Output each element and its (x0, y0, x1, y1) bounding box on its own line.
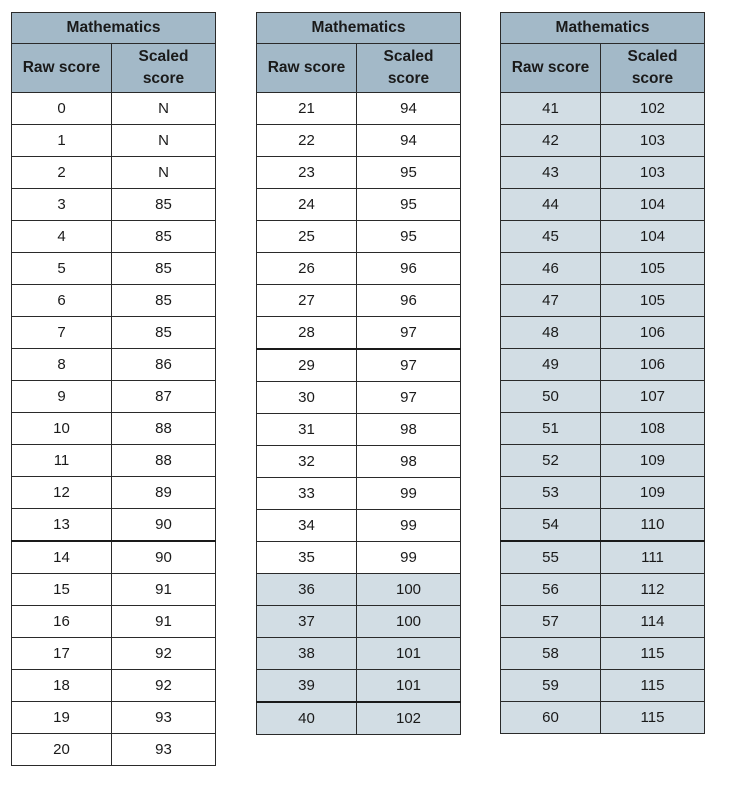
table-row (12, 125, 216, 157)
table-row (501, 606, 705, 638)
table-row (12, 574, 216, 606)
scaled-score-cell: 95 (357, 189, 461, 221)
table-row (257, 317, 461, 350)
table-row (501, 93, 705, 125)
scaled-score-cell: 85 (112, 317, 216, 349)
table-row (257, 93, 461, 125)
scaled-score-cell: 100 (357, 574, 461, 606)
table-row (257, 478, 461, 510)
table-row (257, 125, 461, 157)
table-row (501, 189, 705, 221)
table-row (501, 253, 705, 285)
scaled-score-cell: N (112, 93, 216, 125)
raw-score-cell: 31 (257, 414, 357, 446)
raw-score-cell: 29 (257, 349, 357, 382)
raw-score-cell: 11 (12, 445, 112, 477)
table-row (12, 734, 216, 766)
scaled-score-cell: 93 (112, 702, 216, 734)
table-row (12, 93, 216, 125)
scaled-score-cell: N (112, 157, 216, 189)
table-row (257, 510, 461, 542)
raw-score-cell: 14 (12, 541, 112, 574)
scaled-score-cell: 99 (357, 542, 461, 574)
scaled-score-cell: 89 (112, 477, 216, 509)
scaled-score-cell: 105 (601, 253, 705, 285)
scaled-score-cell: 85 (112, 253, 216, 285)
raw-score-cell: 54 (501, 509, 601, 542)
raw-score-cell: 23 (257, 157, 357, 189)
scaled-score-cell: 109 (601, 445, 705, 477)
table-row (257, 446, 461, 478)
scaled-score-header-line1: Scaled (383, 48, 434, 65)
raw-score-header: Raw score (12, 44, 112, 93)
scaled-score-cell: 91 (112, 574, 216, 606)
table-title: Mathematics (501, 13, 705, 44)
raw-score-cell: 50 (501, 381, 601, 413)
raw-score-cell: 19 (12, 702, 112, 734)
raw-score-cell: 42 (501, 125, 601, 157)
raw-score-cell: 27 (257, 285, 357, 317)
scaled-score-header-line2: score (142, 70, 185, 87)
scaled-score-cell: 95 (357, 157, 461, 189)
scaled-score-cell: 114 (601, 606, 705, 638)
raw-score-cell: 17 (12, 638, 112, 670)
table-row (12, 221, 216, 253)
scaled-score-cell: 92 (112, 670, 216, 702)
scaled-score-cell: 99 (357, 478, 461, 510)
table-row (257, 638, 461, 670)
raw-score-cell: 56 (501, 574, 601, 606)
raw-score-cell: 34 (257, 510, 357, 542)
scaled-score-cell: 106 (601, 317, 705, 349)
table-row (257, 414, 461, 446)
table-row (501, 445, 705, 477)
scaled-score-header-line1: Scaled (138, 48, 189, 65)
table-row (501, 381, 705, 413)
table-row (12, 381, 216, 413)
raw-score-cell: 60 (501, 702, 601, 734)
raw-score-cell: 21 (257, 93, 357, 125)
raw-score-cell: 37 (257, 606, 357, 638)
scaled-score-cell: 115 (601, 670, 705, 702)
scaled-score-cell: 102 (601, 93, 705, 125)
raw-score-cell: 45 (501, 221, 601, 253)
scaled-score-header (357, 44, 461, 93)
scaled-score-header-line2: score (631, 70, 674, 87)
raw-score-cell: 28 (257, 317, 357, 350)
scaled-score-cell: 85 (112, 221, 216, 253)
scaled-score-cell: 106 (601, 349, 705, 381)
raw-score-cell: 44 (501, 189, 601, 221)
table-row (12, 509, 216, 542)
raw-score-cell: 51 (501, 413, 601, 445)
raw-score-cell: 2 (12, 157, 112, 189)
raw-score-cell: 16 (12, 606, 112, 638)
raw-score-cell: 55 (501, 541, 601, 574)
scaled-score-cell: 107 (601, 381, 705, 413)
raw-score-cell: 43 (501, 157, 601, 189)
score-table-1 (11, 12, 216, 766)
raw-score-cell: 15 (12, 574, 112, 606)
raw-score-cell: 35 (257, 542, 357, 574)
score-table-2 (256, 12, 461, 735)
raw-score-header: Raw score (501, 44, 601, 93)
scaled-score-cell: 115 (601, 702, 705, 734)
scaled-score-cell: 103 (601, 125, 705, 157)
table-row (501, 285, 705, 317)
table-row (257, 606, 461, 638)
scaled-score-cell: 112 (601, 574, 705, 606)
scaled-score-cell: 88 (112, 413, 216, 445)
raw-score-cell: 40 (257, 702, 357, 735)
table-row (501, 702, 705, 734)
table-row (12, 670, 216, 702)
raw-score-cell: 20 (12, 734, 112, 766)
table-row (257, 542, 461, 574)
scaled-score-cell: 97 (357, 382, 461, 414)
scaled-score-cell: 97 (357, 317, 461, 350)
scaled-score-cell: 111 (601, 541, 705, 574)
scaled-score-cell: 110 (601, 509, 705, 542)
raw-score-cell: 38 (257, 638, 357, 670)
scaled-score-cell: 91 (112, 606, 216, 638)
table-row (12, 317, 216, 349)
scaled-score-header-line1: Scaled (627, 48, 678, 65)
scaled-score-cell: 101 (357, 670, 461, 703)
scaled-score-cell: 99 (357, 510, 461, 542)
raw-score-cell: 22 (257, 125, 357, 157)
table-row (257, 382, 461, 414)
raw-score-cell: 26 (257, 253, 357, 285)
raw-score-header: Raw score (257, 44, 357, 93)
raw-score-cell: 18 (12, 670, 112, 702)
raw-score-cell: 4 (12, 221, 112, 253)
scaled-score-cell: 98 (357, 446, 461, 478)
scaled-score-cell: 98 (357, 414, 461, 446)
table-title: Mathematics (257, 13, 461, 44)
scaled-score-cell: 87 (112, 381, 216, 413)
table-row (257, 285, 461, 317)
table-row (501, 413, 705, 445)
scaled-score-cell: 90 (112, 509, 216, 542)
scaled-score-cell: 97 (357, 349, 461, 382)
table-row (501, 157, 705, 189)
raw-score-cell: 5 (12, 253, 112, 285)
table-row (257, 157, 461, 189)
scaled-score-cell: 104 (601, 221, 705, 253)
table-row (12, 541, 216, 574)
scaled-score-cell: 96 (357, 253, 461, 285)
scaled-score-header (601, 44, 705, 93)
table-row (257, 349, 461, 382)
scaled-score-cell: 85 (112, 285, 216, 317)
scaled-score-cell: N (112, 125, 216, 157)
raw-score-cell: 32 (257, 446, 357, 478)
scaled-score-cell: 104 (601, 189, 705, 221)
scaled-score-cell: 88 (112, 445, 216, 477)
raw-score-cell: 9 (12, 381, 112, 413)
raw-score-cell: 36 (257, 574, 357, 606)
scaled-score-cell: 90 (112, 541, 216, 574)
raw-score-cell: 47 (501, 285, 601, 317)
table-row (12, 445, 216, 477)
scaled-score-cell: 96 (357, 285, 461, 317)
raw-score-cell: 59 (501, 670, 601, 702)
raw-score-cell: 1 (12, 125, 112, 157)
scaled-score-cell: 93 (112, 734, 216, 766)
table-row (501, 477, 705, 509)
raw-score-cell: 25 (257, 221, 357, 253)
table-row (257, 221, 461, 253)
table-row (501, 670, 705, 702)
table-row (12, 477, 216, 509)
raw-score-cell: 13 (12, 509, 112, 542)
raw-score-cell: 57 (501, 606, 601, 638)
table-row (501, 638, 705, 670)
raw-score-cell: 24 (257, 189, 357, 221)
table-row (12, 285, 216, 317)
raw-score-cell: 3 (12, 189, 112, 221)
table-row (257, 574, 461, 606)
scaled-score-cell: 94 (357, 93, 461, 125)
table-row (501, 125, 705, 157)
scaled-score-header (112, 44, 216, 93)
table-row (501, 574, 705, 606)
scaled-score-cell: 94 (357, 125, 461, 157)
table-row (12, 157, 216, 189)
table-title: Mathematics (12, 13, 216, 44)
table-row (257, 702, 461, 735)
scaled-score-cell: 85 (112, 189, 216, 221)
scaled-score-cell: 105 (601, 285, 705, 317)
table-row (12, 638, 216, 670)
table-row (12, 189, 216, 221)
table-row (501, 541, 705, 574)
table-row (12, 253, 216, 285)
raw-score-cell: 39 (257, 670, 357, 703)
raw-score-cell: 0 (12, 93, 112, 125)
table-row (501, 317, 705, 349)
raw-score-cell: 30 (257, 382, 357, 414)
table-row (12, 606, 216, 638)
table-row (501, 221, 705, 253)
table-row (501, 349, 705, 381)
raw-score-cell: 52 (501, 445, 601, 477)
table-row (257, 189, 461, 221)
raw-score-cell: 8 (12, 349, 112, 381)
scaled-score-header-line2: score (387, 70, 430, 87)
raw-score-cell: 46 (501, 253, 601, 285)
table-row (12, 413, 216, 445)
table-row (12, 702, 216, 734)
raw-score-cell: 7 (12, 317, 112, 349)
score-table-3 (500, 12, 705, 734)
raw-score-cell: 10 (12, 413, 112, 445)
table-row (257, 253, 461, 285)
raw-score-cell: 12 (12, 477, 112, 509)
raw-score-cell: 49 (501, 349, 601, 381)
scaled-score-cell: 109 (601, 477, 705, 509)
raw-score-cell: 41 (501, 93, 601, 125)
raw-score-cell: 33 (257, 478, 357, 510)
raw-score-cell: 6 (12, 285, 112, 317)
table-row (257, 670, 461, 703)
scaled-score-cell: 86 (112, 349, 216, 381)
scaled-score-cell: 115 (601, 638, 705, 670)
table-row (501, 509, 705, 542)
scaled-score-cell: 102 (357, 702, 461, 735)
scaled-score-cell: 108 (601, 413, 705, 445)
scaled-score-cell: 95 (357, 221, 461, 253)
raw-score-cell: 58 (501, 638, 601, 670)
scaled-score-cell: 100 (357, 606, 461, 638)
raw-score-cell: 48 (501, 317, 601, 349)
table-row (12, 349, 216, 381)
scaled-score-cell: 103 (601, 157, 705, 189)
scaled-score-cell: 92 (112, 638, 216, 670)
scaled-score-cell: 101 (357, 638, 461, 670)
raw-score-cell: 53 (501, 477, 601, 509)
